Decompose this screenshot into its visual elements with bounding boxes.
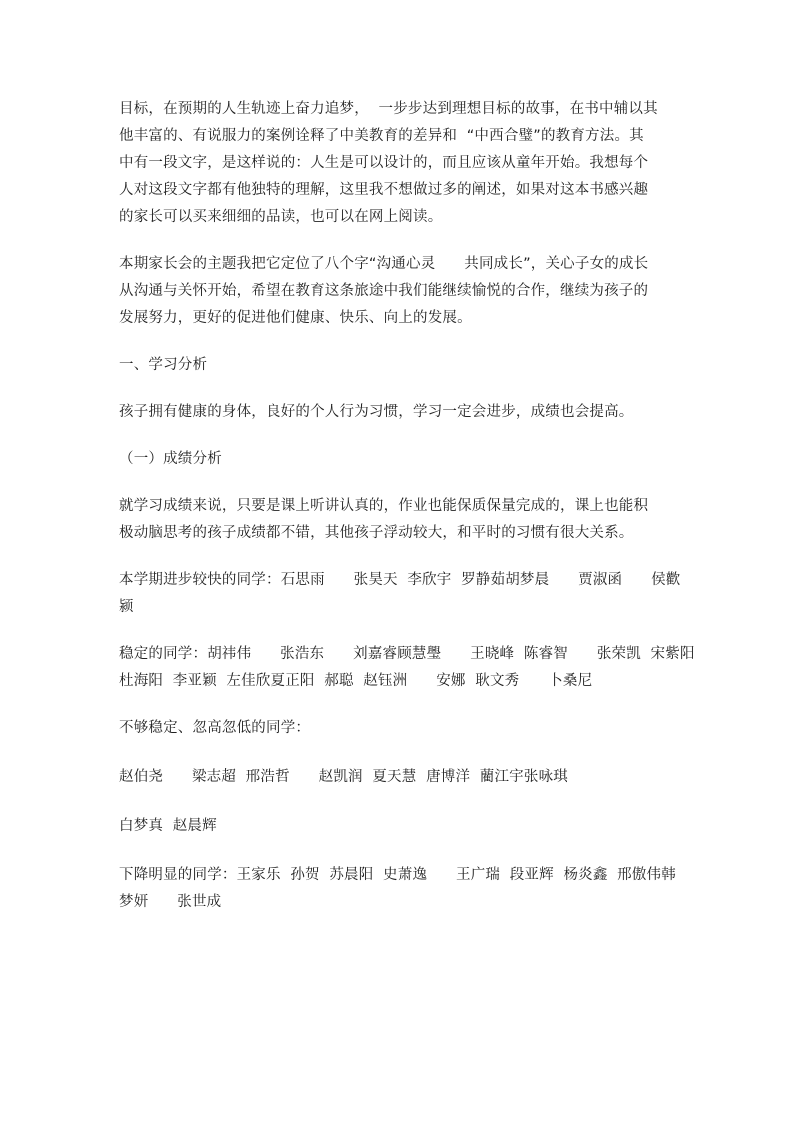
text-line: 杜海阳 李亚颖 左佳欣夏正阳 郝聪 赵钰洲 安娜 耿文秀 卜桑尼 [119, 673, 593, 689]
grades-paragraph [119, 493, 679, 547]
intro-paragraph [119, 96, 679, 231]
text-line: 从沟通与关怀开始，希望在教育这条旅途中我们能继续愉悦的合作，继续为孩子的 [119, 283, 649, 299]
subsection-heading-grade-analysis [119, 446, 679, 473]
text-line: 就学习成绩来说，只要是课上听讲认真的，作业也能保质保量完成的，课上也能积 [119, 498, 649, 514]
text-line: 稳定的同学：胡祎伟 张浩东 刘嘉睿顾慧璺 王晓峰 陈睿智 张荣凯 宋紫阳 [119, 646, 695, 662]
unstable-students-list-continued [119, 813, 679, 840]
text-line: 极动脑思考的孩子成绩都不错，其他孩子浮动较大，和平时的习惯有很大关系。 [119, 525, 634, 541]
unstable-students-list [119, 764, 679, 791]
subsection-heading: （一）成绩分析 [119, 451, 222, 467]
text-line: 梦妍 张世成 [119, 894, 222, 910]
text-line: 白梦真 赵晨辉 [119, 818, 217, 834]
text-line: 的家长可以买来细细的品读，也可以在网上阅读。 [119, 209, 443, 225]
document-page [119, 96, 695, 916]
text-line: 他丰富的、有说服力的案例诠释了中美教育的差异和 “中西合璧”的教育方法。其 [119, 128, 644, 144]
theme-paragraph [119, 251, 679, 332]
text-line: 本期家长会的主题我把它定位了八个字“沟通心灵 共同成长”，关心子女的成长 [119, 256, 649, 272]
text-line: 孩子拥有健康的身体，良好的个人行为习惯，学习一定会进步，成绩也会提高。 [119, 404, 634, 420]
text-line: 不够稳定、忽高忽低的同学： [119, 720, 311, 736]
section-heading-study-analysis [119, 352, 679, 379]
text-line: 下降明显的同学：王家乐 孙贺 苏晨阳 史萧逸 王广瑞 段亚辉 杨炎鑫 邢傲伟韩 [119, 867, 676, 883]
text-line: 目标，在预期的人生轨迹上奋力追梦， 一步步达到理想目标的故事，在书中辅以其 [119, 101, 658, 117]
text-line: 发展努力，更好的促进他们健康、快乐、向上的发展。 [119, 310, 472, 326]
text-line: 赵伯尧 梁志超 邢浩哲 赵凯润 夏天慧 唐博洋 藺江宇张咏琪 [119, 769, 568, 785]
stable-students-list [119, 641, 695, 695]
declined-students-list [119, 862, 679, 916]
text-line: 本学期进步较快的同学：石思雨 张昊天 李欣宇 罗静茹胡梦晨 贾淑函 侯歡 [119, 572, 681, 588]
unstable-students-heading [119, 715, 679, 742]
health-habits-paragraph [119, 399, 679, 426]
improved-students-list [119, 567, 679, 621]
section-heading: 一、学习分析 [119, 357, 208, 373]
text-line: 人对这段文字都有他独特的理解，这里我不想做过多的阐述，如果对这本书感兴趣 [119, 182, 649, 198]
text-line: 中有一段文字，是这样说的：人生是可以设计的，而且应该从童年开始。我想每个 [119, 155, 649, 171]
text-line: 颍 [119, 599, 134, 615]
